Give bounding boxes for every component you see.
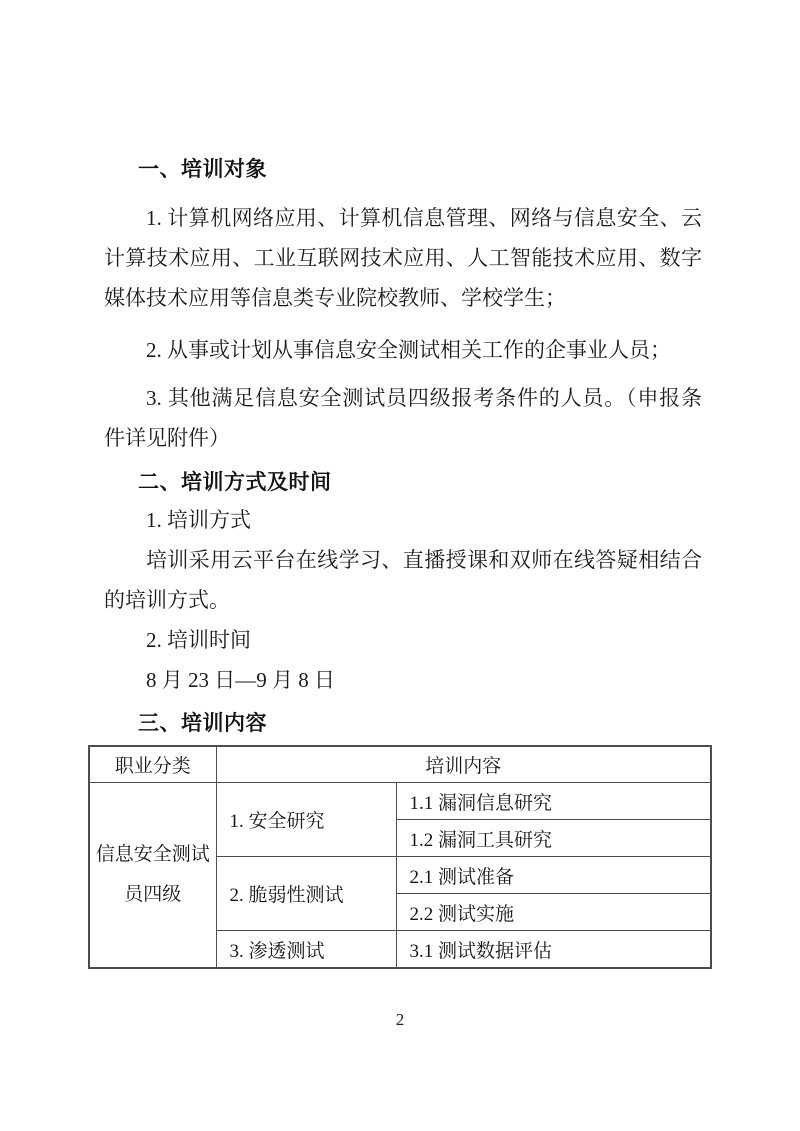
topic-cell: 1.2 漏洞工具研究 bbox=[396, 820, 711, 857]
section-heading-training-targets: 一、培训对象 bbox=[138, 158, 267, 181]
table-header-occupation: 职业分类 bbox=[89, 746, 216, 783]
training-targets-item-1: 1. 计算机网络应用、计算机信息管理、网络与信息安全、云计算技术应用、工业互联网技术应用、人工智能技术应用、数字媒体技术应用等信息类专业院校教师、学校学生； bbox=[104, 206, 702, 310]
topic-cell: 3.1 测试数据评估 bbox=[396, 931, 711, 969]
training-targets-item-3: 3. 其他满足信息安全测试员四级报考条件的人员。（申报条件详见附件） bbox=[104, 386, 702, 450]
topic-cell: 1.1 漏洞信息研究 bbox=[396, 783, 711, 820]
training-date-range: 8 月 23 日—9 月 8 日 bbox=[146, 668, 335, 692]
occupation-cell: 信息安全测试员四级 bbox=[89, 783, 216, 969]
topic-cell: 2.1 测试准备 bbox=[396, 857, 711, 894]
page-number: 2 bbox=[395, 1010, 405, 1029]
method-description: 培训采用云平台在线学习、直播授课和双师在线答疑相结合的培训方式。 bbox=[104, 548, 702, 612]
table-row bbox=[89, 783, 711, 820]
training-content-table bbox=[88, 745, 712, 969]
section-heading-training-content: 三、培训内容 bbox=[138, 712, 267, 735]
section-heading-method-time: 二、培训方式及时间 bbox=[138, 471, 332, 494]
module-cell-security-research: 1. 安全研究 bbox=[216, 783, 396, 857]
time-subheading: 2. 培训时间 bbox=[146, 628, 251, 652]
module-cell-penetration-testing: 3. 渗透测试 bbox=[216, 931, 396, 969]
table-header-row bbox=[89, 746, 711, 783]
topic-cell: 2.2 测试实施 bbox=[396, 894, 711, 931]
training-targets-item-2: 2. 从事或计划从事信息安全测试相关工作的企事业人员； bbox=[146, 338, 671, 362]
document-body bbox=[95, 156, 702, 969]
method-subheading: 1. 培训方式 bbox=[146, 508, 251, 532]
module-cell-vulnerability-testing: 2. 脆弱性测试 bbox=[216, 857, 396, 931]
table-header-content: 培训内容 bbox=[216, 746, 711, 783]
